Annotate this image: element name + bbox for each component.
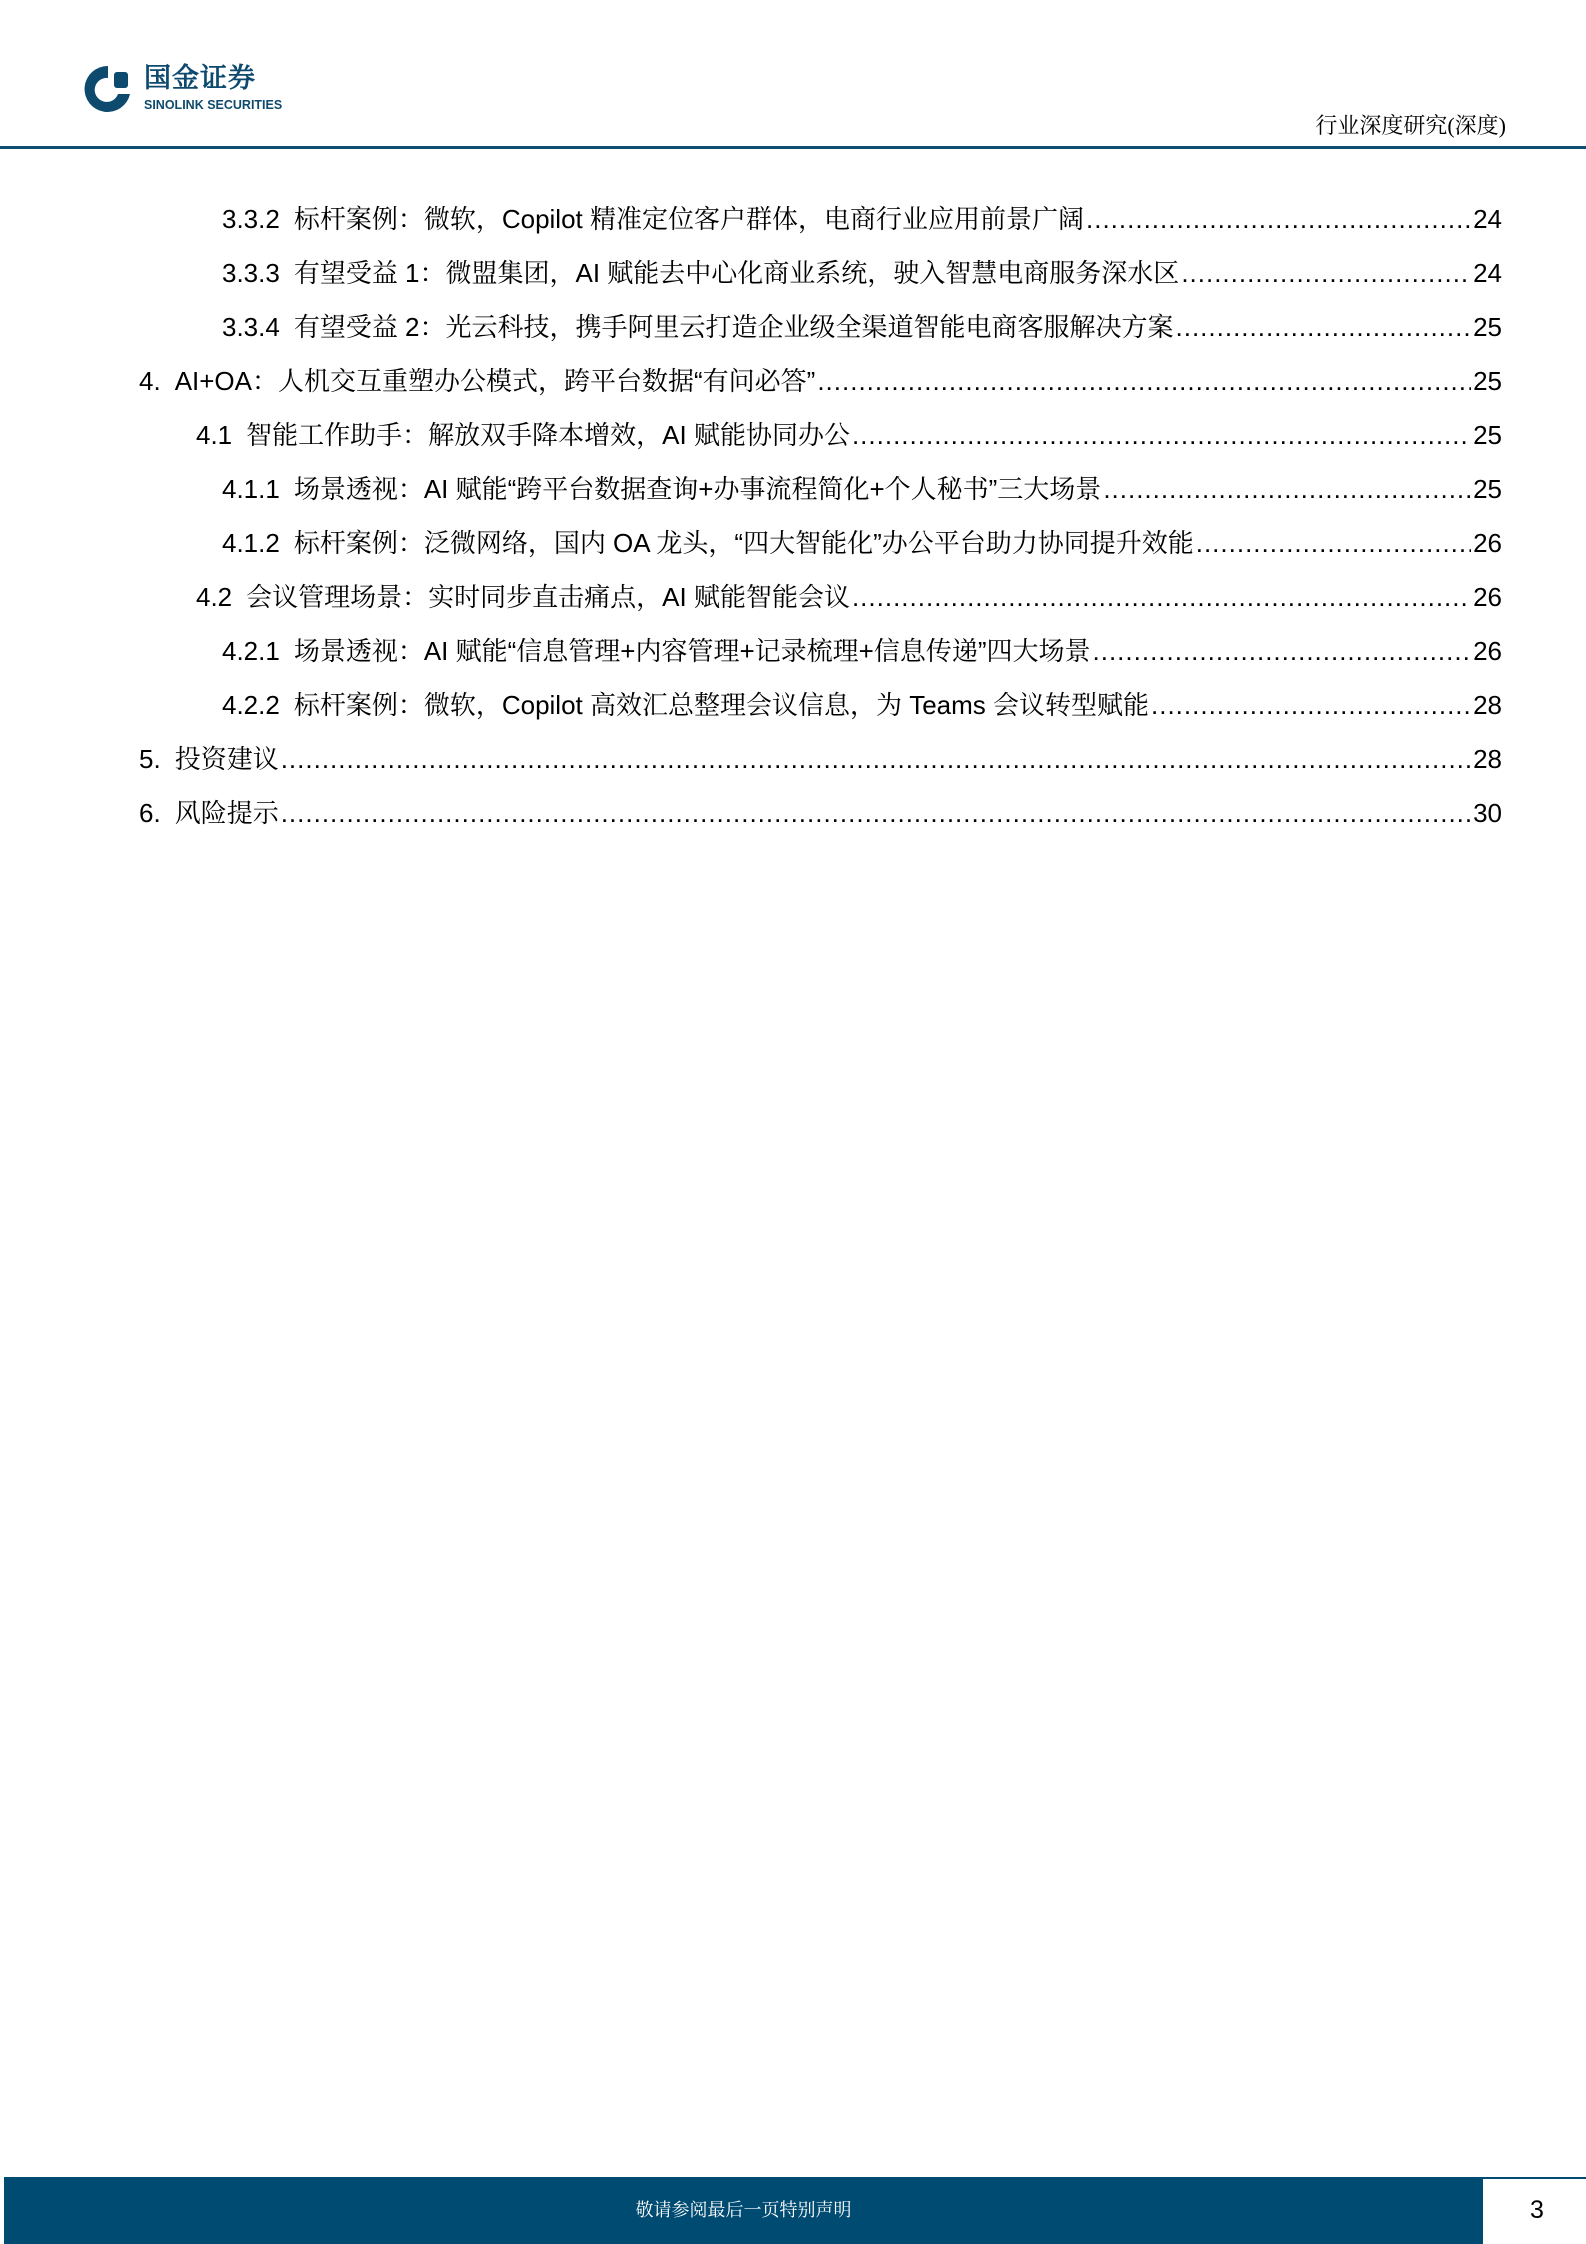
- toc-dot-leader: [281, 786, 1471, 840]
- toc-entry-title: 标杆案例：泛微网络，国内 OA 龙头，“四大智能化”办公平台助力协同提升效能: [293, 528, 1194, 558]
- toc-entry-page: 26: [1473, 528, 1502, 558]
- toc-entry[interactable]: [222, 192, 1502, 246]
- footer-bar: [4, 2177, 1483, 2244]
- toc-entry[interactable]: [222, 300, 1502, 354]
- footer-divider: [1483, 2177, 1586, 2179]
- company-logo: [84, 62, 324, 116]
- toc-dot-leader: [817, 354, 1471, 408]
- toc-entry-title: 智能工作助手：解放双手降本增效，AI 赋能协同办公: [246, 420, 850, 450]
- toc-entry-number: 5.: [139, 744, 161, 774]
- toc-entry-number: 4.: [139, 366, 161, 396]
- toc-entry-number: 6.: [139, 798, 161, 828]
- footer-disclaimer-notice: 敬请参阅最后一页特别声明: [635, 2200, 852, 2220]
- toc-dot-leader: [852, 408, 1471, 462]
- toc-entry[interactable]: [222, 516, 1502, 570]
- toc-entry-page: 25: [1473, 474, 1502, 504]
- toc-entry[interactable]: [222, 246, 1502, 300]
- toc-dot-leader: [1103, 462, 1471, 516]
- toc-entry-title: 有望受益 2：光云科技，携手阿里云打造企业级全渠道智能电商客服解决方案: [293, 312, 1174, 342]
- toc-entry-page: 25: [1473, 312, 1502, 342]
- toc-entry-number: 4.1: [196, 420, 233, 450]
- logo-chinese-name: 国金证券: [144, 63, 256, 93]
- toc-dot-leader: [1093, 624, 1472, 678]
- toc-entry[interactable]: [222, 678, 1502, 732]
- toc-entry-page: 24: [1473, 258, 1502, 288]
- toc-dot-leader: [1176, 300, 1472, 354]
- toc-dot-leader: [1181, 246, 1471, 300]
- toc-entry-title: 有望受益 1：微盟集团，AI 赋能去中心化商业系统，驶入智慧电商服务深水区: [293, 258, 1180, 288]
- toc-dot-leader: [852, 570, 1471, 624]
- toc-entry-page: 25: [1473, 366, 1502, 396]
- page-number: 3: [1530, 2196, 1544, 2224]
- toc-entry-number: 4.2: [196, 582, 233, 612]
- toc-entry-title: 风险提示: [174, 798, 279, 828]
- toc-entry-title: 标杆案例：微软，Copilot 高效汇总整理会议信息，为 Teams 会议转型赋能: [293, 690, 1150, 720]
- toc-entry-page: 28: [1473, 690, 1502, 720]
- toc-entry-title: AI+OA：人机交互重塑办公模式，跨平台数据“有问必答”: [174, 366, 816, 396]
- toc-dot-leader: [1151, 678, 1471, 732]
- toc-entry-number: 4.2.2: [222, 690, 280, 720]
- toc-entry-number: 4.1.2: [222, 528, 280, 558]
- toc-entry-title: 标杆案例：微软，Copilot 精准定位客户群体，电商行业应用前景广阔: [293, 204, 1084, 234]
- toc-entry[interactable]: [196, 408, 1502, 462]
- toc-entry-page: 26: [1473, 636, 1502, 666]
- toc-entry-number: 3.3.2: [222, 204, 280, 234]
- toc-entry-page: 25: [1473, 420, 1502, 450]
- toc-entry-title: 会议管理场景：实时同步直击痛点，AI 赋能智能会议: [246, 582, 850, 612]
- toc-entry-number: 3.3.3: [222, 258, 280, 288]
- toc-entry[interactable]: [222, 462, 1502, 516]
- toc-dot-leader: [1196, 516, 1471, 570]
- toc-entry-page: 28: [1473, 744, 1502, 774]
- toc-entry[interactable]: [139, 354, 1502, 408]
- toc-entry-number: 4.2.1: [222, 636, 280, 666]
- toc-entry-page: 30: [1473, 798, 1502, 828]
- toc-entry-page: 24: [1473, 204, 1502, 234]
- report-type: 行业深度研究(深度): [1315, 113, 1506, 138]
- toc-entry-number: 3.3.4: [222, 312, 280, 342]
- header-divider: [0, 146, 1586, 149]
- toc-entry-title: 投资建议: [174, 744, 279, 774]
- toc-dot-leader: [1086, 192, 1471, 246]
- toc-entry[interactable]: [139, 732, 1502, 786]
- toc-entry-page: 26: [1473, 582, 1502, 612]
- toc-entry[interactable]: [139, 786, 1502, 840]
- logo-english-name: SINOLINK SECURITIES: [144, 98, 283, 112]
- sinolink-logo-icon: [84, 64, 132, 114]
- toc-dot-leader: [281, 732, 1471, 786]
- toc-entry-title: 场景透视：AI 赋能“跨平台数据查询+办事流程简化+个人秘书”三大场景: [293, 474, 1102, 504]
- toc-entry[interactable]: [222, 624, 1502, 678]
- toc-entry-number: 4.1.1: [222, 474, 280, 504]
- toc-entry[interactable]: [196, 570, 1502, 624]
- toc-entry-title: 场景透视：AI 赋能“信息管理+内容管理+记录梳理+信息传递”四大场景: [293, 636, 1091, 666]
